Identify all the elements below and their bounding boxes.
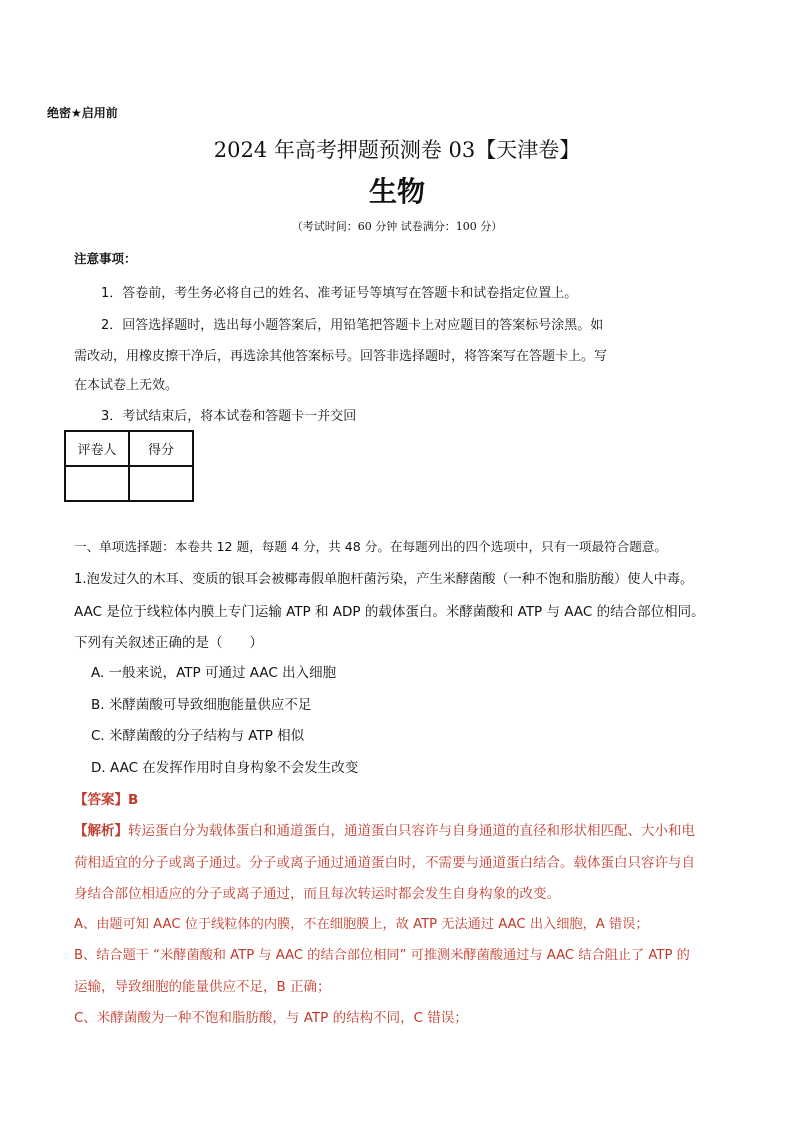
score-header: 得分: [129, 431, 193, 466]
question-stem-line-3: 下列有关叙述正确的是（ ）: [74, 635, 263, 651]
analysis-line-1: [74, 819, 695, 839]
notice-line-3: 需改动，用橡皮擦干净后，再选涂其他答案标号。回答非选择题时，将答案写在答题卡上。写: [74, 349, 608, 364]
question-stem-line-2: AAC 是位于线粒体内膜上专门运输 ATP 和 ADP 的载体蛋白。米酵菌酸和 ATP 与 AAC 的结合部位相同。: [74, 604, 705, 620]
section-heading: 一、单项选择题：本卷共 12 题，每题 4 分，共 48 分。在每题列出的四个选项中，只有一项最符合题意。: [74, 539, 668, 554]
analysis-line-6: 运输，导致细胞的能量供应不足，B 正确；: [74, 979, 331, 995]
analysis-line-7: C、米酵菌酸为一种不饱和脂肪酸，与 ATP 的结构不同，C 错误；: [74, 1010, 468, 1026]
option-b: B. 米酵菌酸可导致细胞能量供应不足: [91, 697, 312, 713]
notice-line-5: 3．考试结束后，将本试卷和答题卡一并交回: [101, 409, 357, 424]
option-d: D. AAC 在发挥作用时自身构象不会发生改变: [91, 760, 359, 776]
exam-meta: （考试时间：60 分钟 试卷满分：100 分）: [291, 220, 503, 233]
analysis-text-1: 转运蛋白分为载体蛋白和通道蛋白，通道蛋白只容许与自身通道的直径和形状相匹配、大小和电: [128, 823, 695, 839]
answer-label-text: 【答案】: [74, 792, 128, 808]
grader-cell: [65, 466, 129, 501]
notice-line-1: 1．答卷前，考生务必将自己的姓名、准考证号等填写在答题卡和试卷指定位置上。: [101, 286, 578, 301]
exam-title: 2024 年高考押题预测卷 03【天津卷】: [213, 138, 581, 162]
notice-line-2: 2．回答选择题时，选出每小题答案后，用铅笔把答题卡上对应题目的答案标号涂黑。如: [101, 318, 604, 333]
subject-title: 生物: [368, 175, 425, 208]
question-stem-line-1: 1.泡发过久的木耳、变质的银耳会被椰毒假单胞杆菌污染，产生米酵菌酸（一种不饱和脂肪酸）使人中毒。: [74, 572, 694, 587]
option-c: C. 米酵菌酸的分子结构与 ATP 相似: [91, 728, 305, 744]
answer-label: [74, 788, 138, 808]
analysis-line-2: 荷相适宜的分子或离子通过。分子或离子通过通道蛋白时，不需要与通道蛋白结合。载体蛋白只容许与自: [74, 855, 695, 871]
score-cell: [129, 466, 193, 501]
option-a: A. 一般来说，ATP 可通过 AAC 出入细胞: [91, 665, 337, 681]
analysis-line-3: 身结合部位相适应的分子或离子通过，而且每次转运时都会发生自身构象的改变。: [74, 886, 560, 902]
analysis-line-5: B、结合题干 “米酵菌酸和 ATP 与 AAC 的结合部位相同” 可推测米酵菌酸通过与 AAC 结合阻止了 ATP 的: [74, 948, 690, 963]
notice-heading: 注意事项：: [74, 251, 137, 266]
score-table: [64, 430, 194, 502]
grader-header: 评卷人: [65, 431, 129, 466]
notice-line-4: 在本试卷上无效。: [74, 378, 179, 393]
answer-value: B: [128, 792, 139, 808]
confidential-mark: 绝密★启用前: [47, 106, 118, 120]
analysis-line-4: A、由题可知 AAC 位于线粒体的内膜，不在细胞膜上，故 ATP 无法通过 AAC 出入细胞，A 错误；: [74, 917, 649, 932]
analysis-label: 【解析】: [74, 823, 128, 839]
